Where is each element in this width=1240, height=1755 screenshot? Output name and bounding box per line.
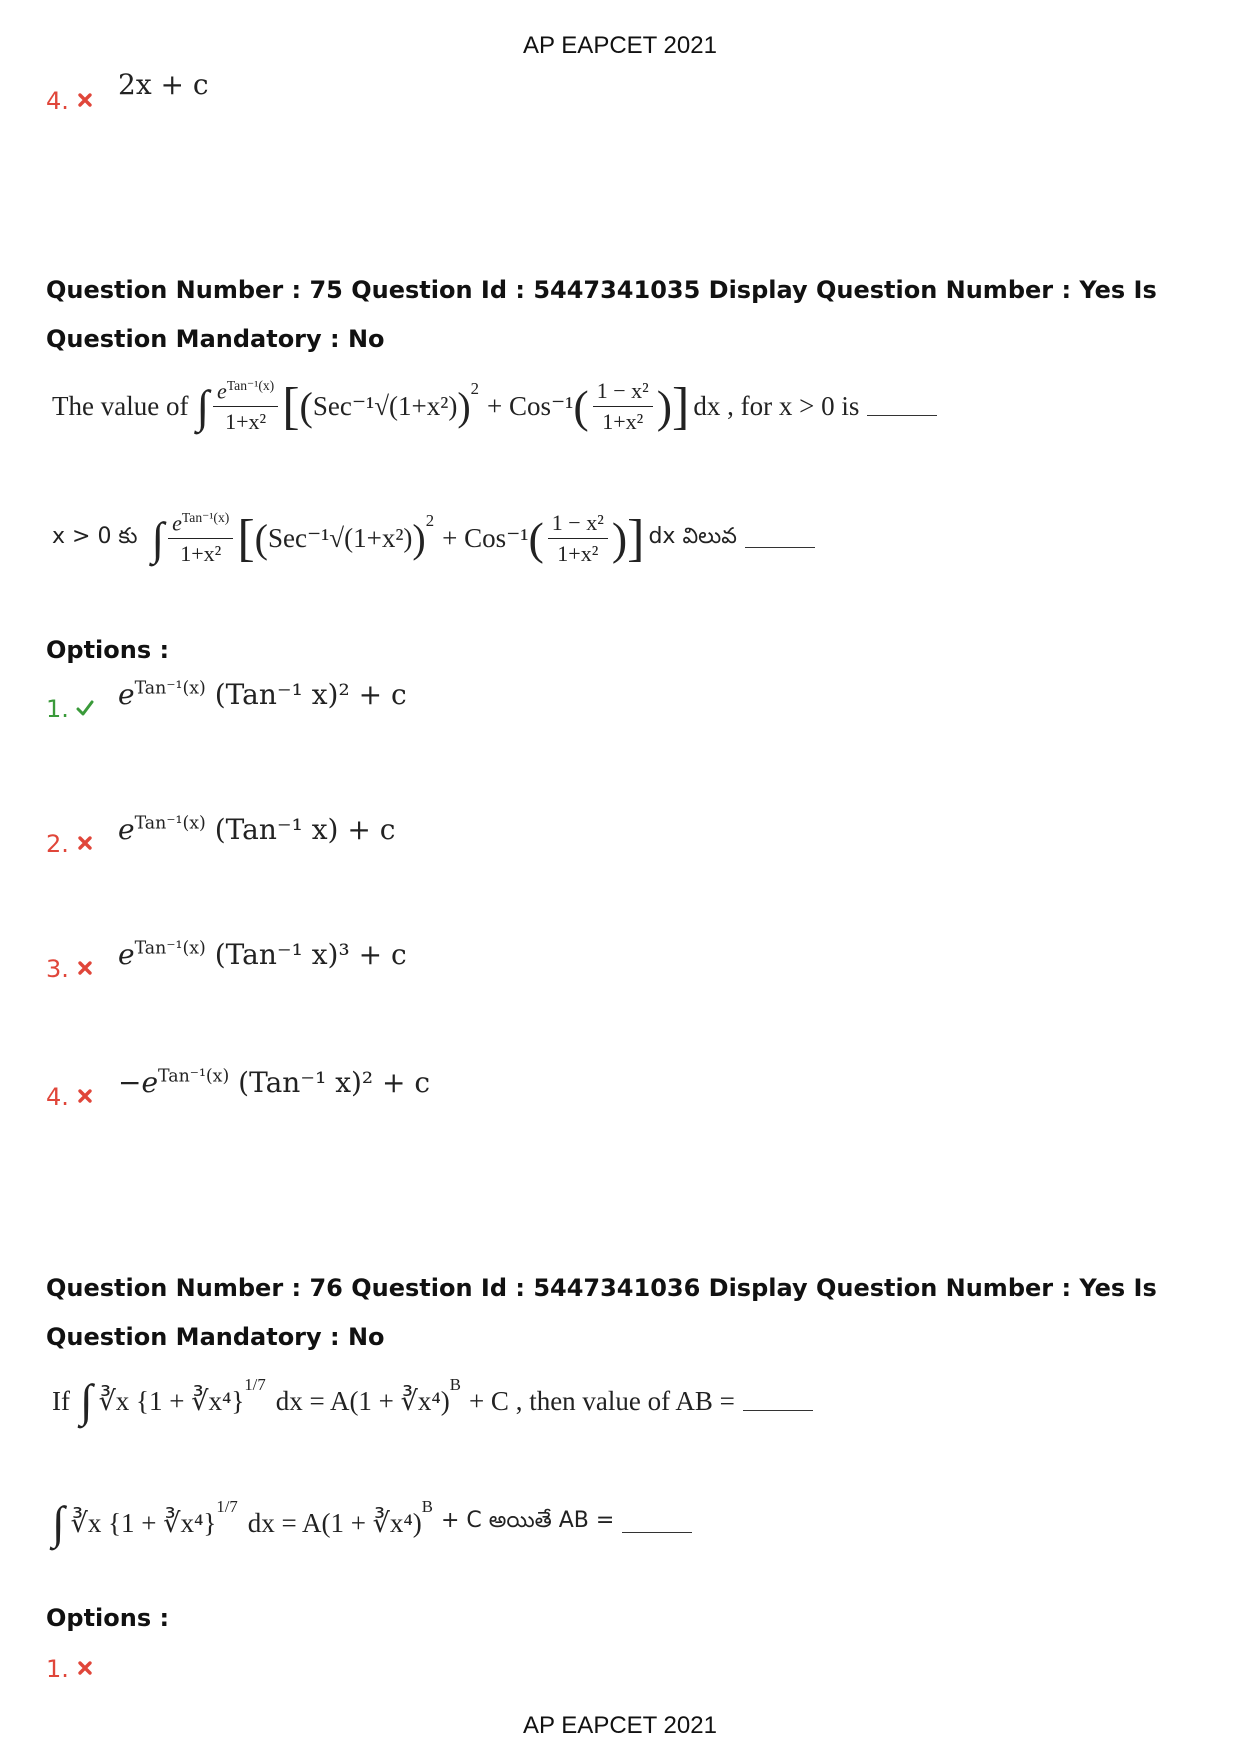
- open-paren-2: (: [573, 380, 589, 432]
- option-expression: [118, 1066, 430, 1099]
- q76-integrand: ∛x {1 + ∛x⁴}: [98, 1385, 245, 1416]
- cos-fraction: [593, 378, 653, 435]
- exp-rest: (Tan⁻¹ x)³ + c: [214, 938, 407, 971]
- page-footer: AP EAPCET 2021: [523, 1712, 717, 1739]
- exp-power: Tan⁻¹(x): [134, 813, 206, 834]
- prev-option-4: [46, 68, 209, 115]
- square-exponent: 2: [425, 510, 435, 530]
- question-76-english: [52, 1375, 813, 1426]
- cross-icon: [76, 91, 102, 115]
- sec-part: Sec⁻¹√(1+x²): [267, 523, 413, 554]
- q75-options-label: Options :: [46, 636, 170, 664]
- cos-fraction: [548, 510, 608, 567]
- page-header: AP EAPCET 2021: [523, 32, 717, 59]
- close-paren-2: ): [611, 512, 628, 564]
- open-paren-2: (: [528, 512, 544, 564]
- exp-power: Tan⁻¹(x): [134, 678, 206, 699]
- q76-prefix: If: [52, 1385, 70, 1416]
- exp-base: e: [118, 678, 135, 711]
- q75-option-1: [46, 678, 407, 723]
- answer-blank: [622, 1514, 692, 1533]
- q76-option-1: [46, 1655, 112, 1683]
- q76-telugu-power: 1/7: [216, 1497, 238, 1516]
- option-expression: 2x + c: [118, 68, 209, 101]
- q76-middle: dx = A(1 + ∛x⁴): [275, 1385, 450, 1416]
- q75-suffix: dx , for x > 0 is: [693, 391, 860, 422]
- close-paren-2: ): [656, 380, 673, 432]
- q75-option-3: [46, 938, 407, 983]
- question-75-heading: Question Number : 75 Question Id : 5447341035 Display Question Number : Yes Is Question Mandatory : No: [46, 276, 1157, 353]
- cos-numerator: 1 − x²: [548, 510, 608, 539]
- integral-sign: ∫: [79, 1375, 93, 1426]
- question-76-heading: Question Number : 76 Question Id : 5447341036 Display Question Number : Yes Is Question Mandatory : No: [46, 1274, 1157, 1351]
- square-exponent: 2: [470, 378, 480, 398]
- close-bracket: ]: [672, 377, 690, 435]
- q76-power-b: B: [449, 1375, 461, 1394]
- exp-base: e: [118, 813, 135, 846]
- e-base: e: [217, 378, 227, 404]
- cross-icon: [76, 1659, 102, 1683]
- answer-blank: [745, 529, 815, 548]
- option-number: 1.: [46, 695, 69, 723]
- answer-blank: [743, 1392, 813, 1411]
- q76-telugu-suffix: + C అయితే AB =: [440, 1508, 615, 1533]
- cross-icon: [76, 1087, 102, 1111]
- option-number: 4.: [46, 1083, 69, 1111]
- open-paren: (: [299, 383, 313, 429]
- q75-option-2: [46, 813, 396, 858]
- plus-cos: + Cos⁻¹: [442, 523, 529, 554]
- q75-telugu-suffix: dx విలువ: [648, 523, 737, 549]
- exp-base: e: [118, 938, 135, 971]
- exp-rest: (Tan⁻¹ x) + c: [214, 813, 396, 846]
- open-paren: (: [254, 515, 268, 561]
- option-expression: [118, 813, 395, 846]
- plus-cos: + Cos⁻¹: [487, 391, 574, 422]
- option-number: 3.: [46, 955, 69, 983]
- q75-telugu-prefix: x > 0 కు: [52, 523, 138, 549]
- cos-denominator: 1+x²: [602, 409, 644, 435]
- q75-integrand-fraction: [213, 378, 278, 435]
- q75-prefix: The value of: [52, 391, 189, 422]
- q76-telugu-integrand: ∛x {1 + ∛x⁴}: [70, 1507, 217, 1538]
- integrand-denominator: 1+x²: [225, 409, 267, 435]
- cross-icon: [76, 834, 102, 858]
- option-expression: [118, 678, 407, 711]
- integral-sign: ∫: [196, 380, 210, 432]
- exp-base: −e: [118, 1066, 159, 1099]
- question-75-telugu: [52, 510, 815, 567]
- open-bracket: [: [282, 377, 300, 435]
- exp-power: Tan⁻¹(x): [158, 1066, 230, 1087]
- option-expression: [118, 938, 407, 971]
- e-base: e: [172, 510, 182, 536]
- sec-part: Sec⁻¹√(1+x²): [312, 391, 458, 422]
- q76-options-label: Options :: [46, 1604, 170, 1632]
- integral-sign: ∫: [52, 1497, 65, 1548]
- exp-rest: (Tan⁻¹ x)² + c: [238, 1066, 431, 1099]
- integral-sign: ∫: [151, 512, 165, 564]
- close-bracket: ]: [627, 509, 645, 567]
- close-paren: ): [457, 383, 471, 429]
- question-75-english: [52, 378, 937, 435]
- e-exponent: Tan⁻¹(x): [226, 378, 275, 393]
- exp-power: Tan⁻¹(x): [134, 938, 206, 959]
- integrand-denominator: 1+x²: [180, 541, 222, 567]
- e-exponent: Tan⁻¹(x): [181, 510, 230, 525]
- q76-telugu-power-b: B: [421, 1497, 433, 1516]
- option-number: 4.: [46, 87, 69, 115]
- q76-suffix: + C , then value of AB =: [468, 1385, 735, 1416]
- cos-numerator: 1 − x²: [593, 378, 653, 407]
- answer-blank: [867, 397, 937, 416]
- exp-rest: (Tan⁻¹ x)² + c: [214, 678, 407, 711]
- q76-power: 1/7: [244, 1375, 266, 1394]
- q76-telugu-middle: dx = A(1 + ∛x⁴): [247, 1507, 422, 1538]
- option-number: 1.: [46, 1655, 69, 1683]
- cos-denominator: 1+x²: [557, 541, 599, 567]
- option-number: 2.: [46, 830, 69, 858]
- open-bracket: [: [237, 509, 255, 567]
- check-icon: [76, 699, 102, 723]
- question-76-telugu: [52, 1497, 692, 1548]
- close-paren: ): [412, 515, 426, 561]
- q75-option-4: [46, 1066, 431, 1111]
- q75-telugu-integrand-fraction: [168, 510, 233, 567]
- cross-icon: [76, 959, 102, 983]
